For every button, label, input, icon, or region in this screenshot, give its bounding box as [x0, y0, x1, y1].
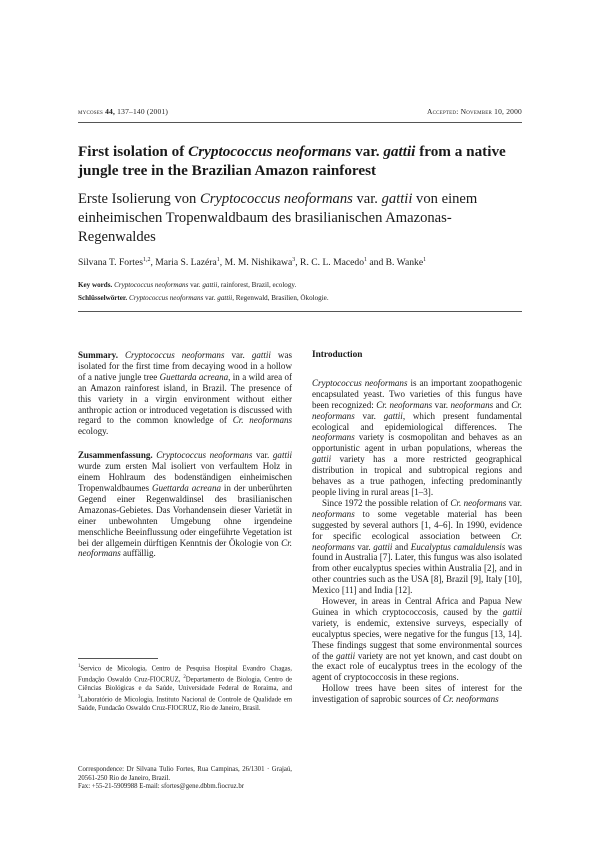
right-column: [312, 350, 522, 705]
german-title: Erste Isolierung von Cryptococcus neoformans var. gattii von einem einheimischen Tropenwaldbaum des brasilianischen Amazonas-Regenwaldes: [78, 191, 478, 245]
citation: mycoses 44, 137–140 (2001): [78, 107, 169, 116]
zusammenfassung-paragraph: Zusammenfassung. Cryptococcus neoformans var. gattii wurde zum ersten Mal isoliert von verfaultem Holz in einem Hohlraum des bodenständigen einheimischen Tropenwaldbaumes Guettarda acreana in der unberührten Gegend einer Regenwaldinsel des brasilianischen Amazonas-Gebietes. Das Vorhandensein dieser Varietät in einer unbewohnten Umgebung ohne irgendeine menschliche Beeinflussung oder eingeführte Vegetation ist bei der allgemein dürftigen Kenntnis der Ökologie von Cr. neoformans auffällig.: [78, 450, 292, 559]
abstract-rule: [78, 311, 522, 312]
running-header: [78, 107, 522, 119]
intro-paragraph-4: Hollow trees have been sites of interest for the investigation of saprobic sources of Cr. neoformans: [312, 683, 522, 705]
article-title: First isolation of Cryptococcus neoformans var. gattii from a native jungle tree in the Brazilian Amazon rainforest: [78, 143, 506, 179]
footnote-rule: [78, 658, 158, 659]
header-rule: [78, 122, 522, 123]
intro-paragraph-1: Cryptococcus neoformans is an important zoopathogenic encapsulated yeast. Two varieties of this fungus have been recognized: Cr. neoformans var. neoformans and Cr. neoformans var. gattii, which present fundamental ecological and epidemiological differences. The neoformans variety is cosmopolitan and behaves as an opportunistic agent in urban populations, whereas the gattii variety has a more restricted geographical distribution in tropical and subtropical regions and behaves as a true pathogen, infecting predominantly people living in rural areas [1–3].: [312, 377, 523, 497]
correspondence: Correspondence: Dr Silvana Tulio Fortes, Rua Campinas, 26/1301 · Grajaú, 20561-250 Rio de Janeiro, Brazil. Fax: +55-21-5909988 E-mail: sfortes@gene.dbbm.fiocruz.br: [78, 766, 292, 791]
intro-paragraph-3: However, in areas in Central Africa and Papua New Guinea in which cryptococcosis, caused by the gattii variety, is endemic, extensive surveys, especially of eucalyptus species, were negative for the fungus [13, 14]. These findings suggest that some environmental sources of the gattii variety are not yet known, and cast doubt on the exact role of eucalyptus trees in the ecology of the agent of cryptococcosis in these regions.: [312, 596, 522, 683]
key-words: Key words. Cryptococcus neoformans var. gattii, rainforest, Brazil, ecology.: [78, 281, 297, 289]
affiliation-footnote: $^1$Servico de Micologia, Centro de Pesquisa Hospital Evandro Chagas, Fundação Oswaldo Cruz-FIOCRUZ, $^2$Departamento de Biologia, Centro de Ciências Biológicas e da Saúde, Universidade Federal de Roraima, and $^3$Laboratório de Micologia, Instituto Nacional de Controle de Qualidade em Saúde, Fundacão Oswaldo Cruz-FIOCRUZ, Rio de Janeiro, Brasil.: [78, 664, 293, 712]
author-list: Silvana T. Fortes$^{1,2}$, Maria S. Lazéra$^1$, M. M. Nishikawa$^3$, R. C. L. Macedo$^1$ and B. Wanke$^1$: [78, 257, 427, 269]
introduction-heading: Introduction: [312, 350, 363, 360]
schluesselwoerter: Schlüsselwörter. Cryptococcus neoformans var. gattii, Regenwald, Brasilien, Ökologie.: [78, 294, 329, 302]
left-column: [78, 350, 292, 559]
summary-paragraph: Summary. Cryptococcus neoformans var. gattii was isolated for the first time from decaying wood in a hollow of a native jungle tree Guettarda acreana, in a wild area of an Amazon rainforest island, in Brazil. The presence of this variety in a virgin environment without either anthropic action or introduced vegetation is discussed with regard to the common knowledge of Cr. neoformans ecology.: [78, 350, 293, 437]
accepted-date: Accepted: November 10, 2000: [427, 107, 522, 116]
intro-paragraph-2: Since 1972 the possible relation of Cr. neoformans var. neoformans to some vegetable material has been suggested by several authors [1, 4–6]. In 1990, evidence for specific ecological association between Cr. neoformans var. gattii and Eucalyptus camaldulensis was found in Australia [7]. Later, this fungus was also isolated from other eucalyptus species within Australia [2], and in other countries such as the USA [8], Brazil [9], Italy [10], Mexico [11] and India [12].: [312, 497, 523, 596]
